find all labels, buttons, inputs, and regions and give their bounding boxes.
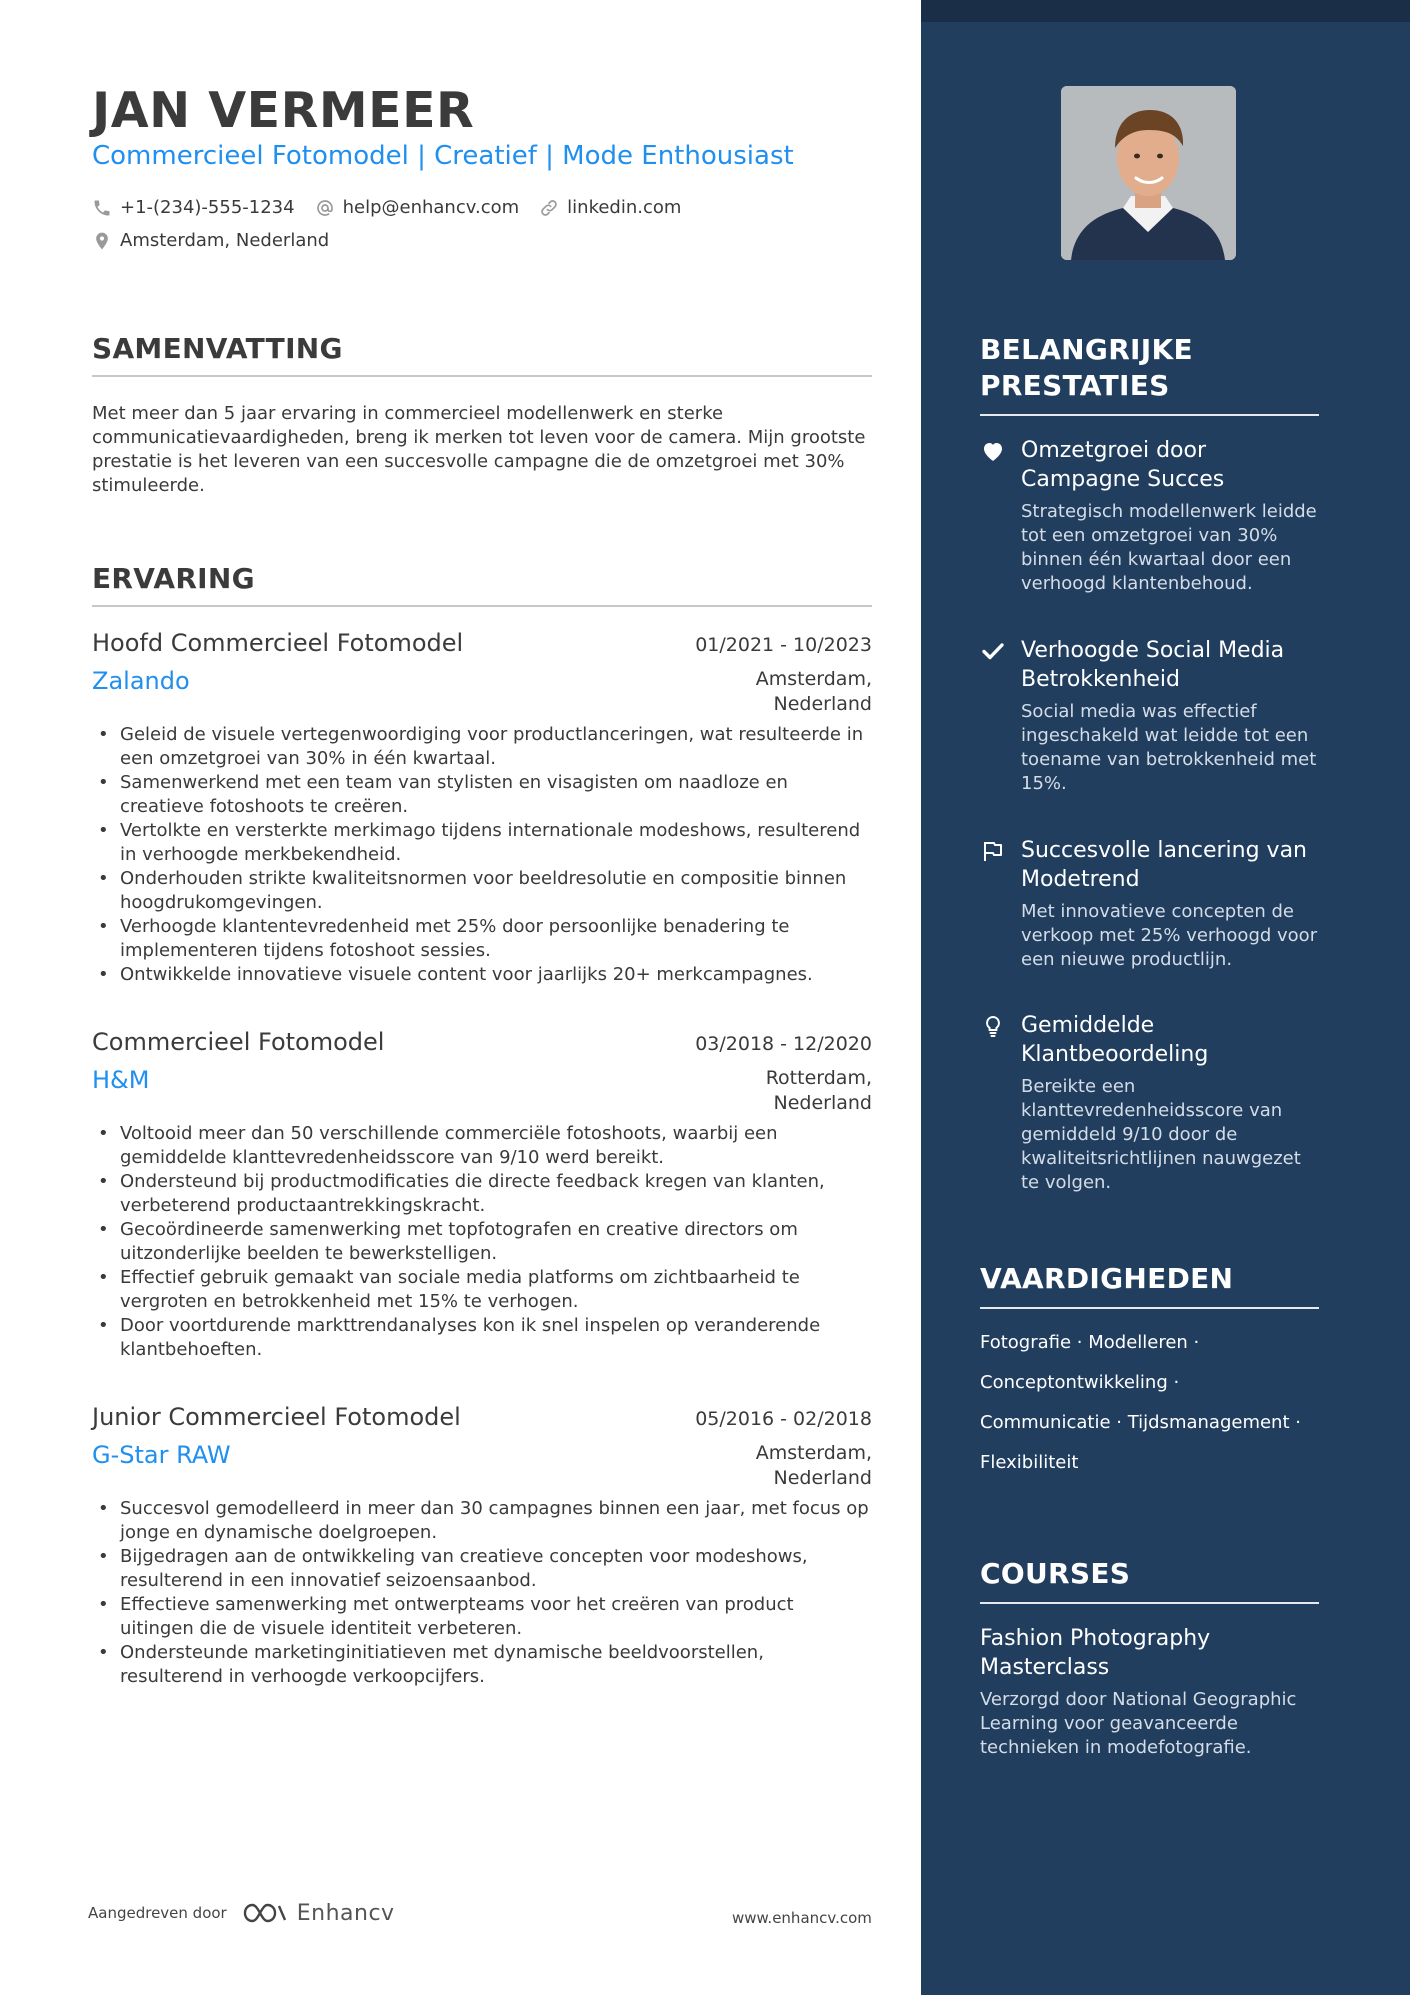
job-dates: 01/2021 - 10/2023 (695, 634, 872, 656)
job-bullet: • Ontwikkelde innovatieve visuele content voor jaarlijks 20+ merkcampagnes. (92, 963, 872, 987)
job-bullet: • Succesvol gemodelleerd in meer dan 30 campagnes binnen een jaar, met focus op jonge en dynamische doelgroepen. (92, 1497, 872, 1545)
contact-row-location (92, 230, 349, 251)
job-title: Hoofd Commercieel Fotomodel (92, 629, 464, 657)
job-bullet: • Onderhouden strikte kwaliteitsnormen voor beeldresolutie en compositie binnen hoogdrukomgevingen. (92, 867, 872, 915)
flag-icon (980, 840, 1006, 862)
phone-text: +1-(234)-555-1234 (120, 197, 295, 218)
summary-heading: SAMENVATTING (92, 332, 872, 377)
job-bullet: • Geleid de visuele vertegenwoordiging voor productlanceringen, wat resulteerde in een omzetgroei van 30% in één kwartaal. (92, 723, 872, 771)
course-desc: Verzorgd door National Geographic Learning voor geavanceerde technieken in modefotografie. (980, 1689, 1297, 1758)
job-location: Amsterdam, Nederland (755, 1442, 872, 1489)
candidate-name: JAN VERMEER (92, 82, 475, 139)
achievement-item (980, 436, 1320, 596)
phone-icon (92, 198, 112, 218)
contact-location (92, 230, 329, 251)
job-bullet: • Gecoördineerde samenwerking met topfotografen en creative directors om uitzonderlijke beelden te bewerkstelligen. (92, 1218, 872, 1266)
footer-powered-by[interactable] (88, 1900, 395, 1926)
email-text: help@enhancv.com (342, 197, 520, 218)
job-bullet: • Effectieve samenwerking met ontwerpteams voor het creëren van product uitingen die de visuele identiteit verbeteren. (92, 1593, 872, 1641)
job-title: Commercieel Fotomodel (92, 1028, 385, 1056)
achievement-desc: Social media was effectief ingeschakeld wat leidde tot een toename van betrokkenheid met 15%. (1021, 701, 1317, 794)
skill-line: Conceptontwikkeling · (980, 1372, 1180, 1393)
link-icon (539, 198, 559, 218)
job-location: Amsterdam, Nederland (755, 668, 872, 715)
job-entry (92, 1028, 872, 1362)
job-bullet: • Door voortdurende markttrendanalyses kon ik snel inspelen op veranderende klantbehoeften. (92, 1314, 872, 1362)
job-bullet: • Vertolkte en versterkte merkimago tijdens internationale modeshows, resulterend in verhoogde merkbekendheid. (92, 819, 872, 867)
heart-icon (980, 440, 1006, 462)
achievement-title: Succesvolle lancering van Modetrend (1021, 838, 1307, 892)
contact-email[interactable] (315, 197, 520, 218)
job-bullet: • Effectief gebruik gemaakt van sociale media platforms om zichtbaarheid te vergroten en betrokkenheid met 15% te verhogen. (92, 1266, 872, 1314)
candidate-tagline: Commercieel Fotomodel | Creatief | Mode Enthousiast (92, 141, 794, 171)
job-bullet: • Ondersteunde marketinginitiatieven met dynamische beeldvoorstellen, resulterend in verhoogde verkoopcijfers. (92, 1641, 872, 1689)
website-text: linkedin.com (567, 197, 682, 218)
job-bullet: • Samenwerkend met een team van stylisten en visagisten om naadloze en creatieve fotoshoots te creëren. (92, 771, 872, 819)
job-entry (92, 629, 872, 987)
achievement-desc: Strategisch modellenwerk leidde tot een omzetgroei van 30% binnen één kwartaal door een verhoogd klantenbehoud. (1021, 501, 1317, 594)
sidebar (921, 0, 1410, 1995)
brand-name: Enhancv (296, 1900, 395, 1926)
contact-row (92, 197, 701, 218)
job-company: H&M (92, 1066, 150, 1094)
location-text: Amsterdam, Nederland (120, 230, 330, 251)
location-pin-icon (92, 231, 112, 251)
achievement-desc: Met innovatieve concepten de verkoop met 25% verhoogd voor een nieuwe productlijn. (1021, 901, 1318, 970)
job-company: Zalando (92, 667, 190, 695)
contact-phone[interactable] (92, 197, 295, 218)
check-icon (980, 640, 1006, 662)
lightbulb-icon (980, 1015, 1006, 1037)
achievement-item (980, 1011, 1320, 1195)
job-bullets (92, 1497, 872, 1689)
job-bullets (92, 723, 872, 987)
achievement-title: Verhoogde Social Media Betrokkenheid (1021, 638, 1285, 692)
achievement-title: Omzetgroei door Campagne Succes (1021, 438, 1225, 492)
enhancv-logo-icon (241, 1900, 289, 1926)
achievement-title: Gemiddelde Klantbeoordeling (1021, 1013, 1209, 1067)
summary-text: Met meer dan 5 jaar ervaring in commercieel modellenwerk en sterke communicatievaardigheden, breng ik merken tot leven voor de camera. Mijn grootste prestatie is het leveren van een succesvolle campagne die de omzetgroei met 30% stimuleerde. (92, 403, 866, 496)
skills-heading: VAARDIGHEDEN (980, 1261, 1319, 1309)
job-location: Rotterdam, Nederland (765, 1067, 872, 1114)
job-dates: 03/2018 - 12/2020 (695, 1033, 872, 1055)
skill-line: Flexibiliteit (980, 1452, 1079, 1473)
courses-heading: COURSES (980, 1556, 1319, 1604)
sidebar-top-band (921, 0, 1410, 22)
experience-heading: ERVARING (92, 562, 872, 607)
footer-url[interactable]: www.enhancv.com (732, 1909, 872, 1927)
job-company: G-Star RAW (92, 1441, 231, 1469)
job-bullet: • Ondersteund bij productmodificaties die directe feedback kregen van klanten, verbeterend productaantrekkingskracht. (92, 1170, 872, 1218)
contact-website[interactable] (539, 197, 681, 218)
job-bullet: • Verhoogde klantentevredenheid met 25% door persoonlijke benadering te implementeren tijdens fotoshoot sessies. (92, 915, 872, 963)
skill-line: Communicatie · Tijdsmanagement · (980, 1412, 1301, 1433)
job-bullet: • Bijgedragen aan de ontwikkeling van creatieve concepten voor modeshows, resulterend in een innovatief seizoensaanbod. (92, 1545, 872, 1593)
at-icon (315, 198, 335, 218)
job-dates: 05/2016 - 02/2018 (695, 1408, 872, 1430)
powered-by-text: Aangedreven door (88, 1904, 227, 1922)
job-entry (92, 1403, 872, 1689)
job-bullets (92, 1122, 872, 1362)
course-title: Fashion Photography Masterclass (980, 1626, 1211, 1680)
skill-line: Fotografie · Modelleren · (980, 1332, 1200, 1353)
avatar-icon (1061, 86, 1236, 260)
achievements-heading: BELANGRIJKE PRESTATIES (980, 332, 1319, 416)
skills-list (980, 1323, 1320, 1483)
achievement-desc: Bereikte een klanttevredenheidsscore van gemiddeld 9/10 door de kwaliteitsrichtlijnen nauwgezet te volgen. (1021, 1076, 1301, 1193)
job-bullet: • Voltooid meer dan 50 verschillende commerciële fotoshoots, waarbij een gemiddelde klanttevredenheidsscore van 9/10 werd bereikt. (92, 1122, 872, 1170)
profile-photo (1061, 86, 1236, 260)
job-title: Junior Commercieel Fotomodel (92, 1403, 461, 1431)
achievement-item (980, 836, 1320, 972)
achievement-item (980, 636, 1320, 796)
